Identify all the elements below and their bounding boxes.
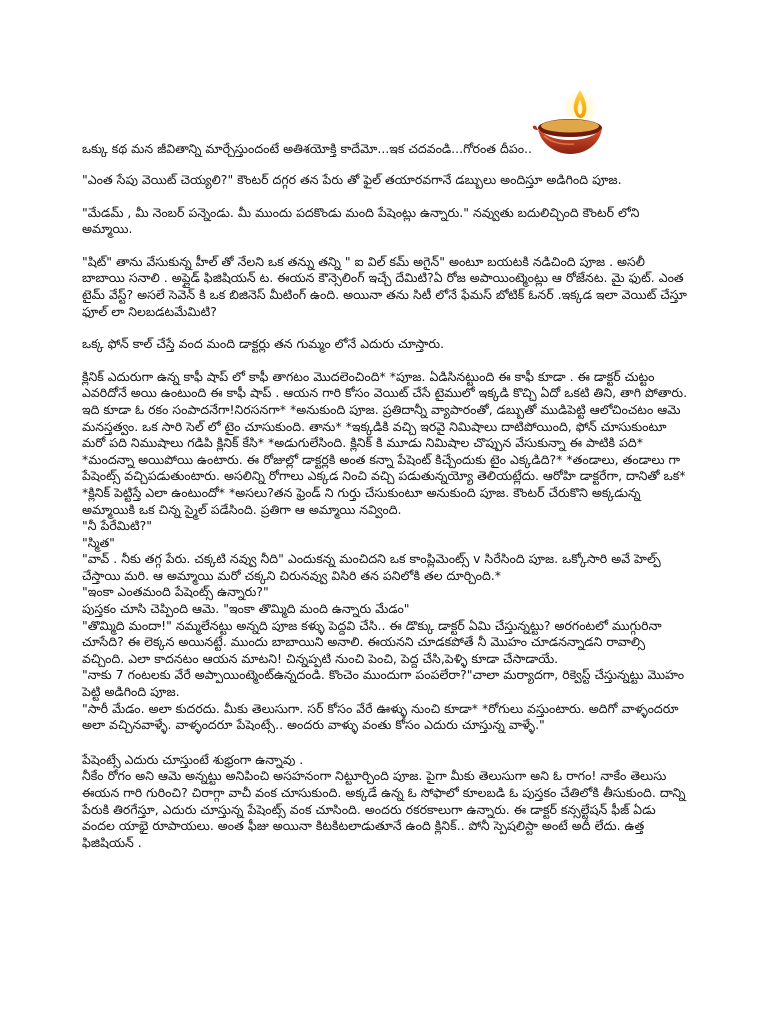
- paragraph-nine-reaction: "తొమ్మిది మందా!" నమ్మలేనట్టు అన్నది పూజ కళ్ళు పెద్దవి చేసి.. ఈ డొక్కు డాక్టర్ ఏమి చేస్తున్నట్టు? అరగంటలో ముగ్గురినా చూసేది? ఈ లెక్కన అయినట్టే. ముందు బాబాయిని అనాలి. ఈయనని చూడకపోతే నీ మొహం చూడనన్నాడని రావాల్సి వచ్చింది. ఎలా కాదనటం ఆయన మాటని! చిన్నప్పటి నుంచి పెంచి, పెద్ద చేసి,పెళ్ళి కూడా చేసాడాయే.: [82, 617, 662, 666]
- dialogue-how-many-patients: "ఇంకా ఎంతమంది పేషెంట్స్ ఉన్నారు?": [82, 584, 269, 600]
- paragraph-pooja-annoyed: "షిట్" తాను వేసుకున్న హీల్ తో నేలని ఒక తన్ను తన్ని " ఐ విల్ కమ్ అగైన్" అంటూ బయటకి నడిచింది పూజ . అసలీ బాబాయి సనాలి . అప్లైడ్ ఫిజిషియన్ ట. ఈయన కౌన్సెలింగ్ ఇచ్చే దేమిటి?ఏ రోజ అపాయింట్మెంట్లు ఆ రోజేనట. మై ఫుట్. ఎంత టైమ్ వేస్ట్? అసలే సెవెన్ కి ఒక బిజినెస్ మీటింగ్ ఉంది. అయినా తను సిటీ లోనే ఫేమస్ బోటిక్ ఓనర్ .ఇక్కడ ఇలా వెయిట్ చేస్తూ ఫూల్ లా నిలబడటమేమిటి?: [82, 253, 687, 319]
- story-body: [82, 172, 690, 851]
- dialogue-compliment: "వావ్ . నీకు తగ్గ పేరు. చక్కటి నవ్వు నీది" ఎందుకన్న మంచిదని ఒక కాంప్లిమెంట్స్ v సిరేసింది పూజ. ఒక్కోసారి అవే హెల్ప్ చేస్తాయి మరి. ఆ అమ్మాయి మరో చక్కని చిరునవ్వు విసిరి తన పనిలోకి తల దూర్చింది.*: [82, 551, 661, 583]
- dialogue-name-question: "నీ పేరేమిటి?": [82, 518, 153, 534]
- story-intro-line: ఒక్కు కథ మన జీవితాన్ని మార్చేస్తుందంటే అతిశయోక్తి కాదేమో...ఇక చదవండి...గోరంత దీపం..: [82, 141, 533, 156]
- document-page: [82, 0, 692, 1024]
- dialogue-name-answer: "స్మిత": [82, 534, 115, 550]
- dialogue-sorry-madam: "సారీ మేడం. అలా కుదరదు. మీకు తెలుసుగా. సర్ కోసం వేరే ఊళ్ళు నుంచి కూడా* *రోగులు వస్తుంటారు. అదిగో వాళ్ళందరూ అలా వచ్చినవాళ్ళే. వాళ్ళందరూ పేషెంట్సే.. అందరు వాళ్ళు వంతు కోసం ఎదురు చూస్తున్న వాళ్ళే.": [82, 700, 679, 733]
- paragraph-patients-waiting: పేషెంట్సే ఎదురు చూస్తుంటే శుభ్రంగా ఉన్నావు .: [82, 751, 304, 767]
- dialogue-appointment-request: "నాకు 7 గంటలకు వేరే అప్పాయింట్మెంట్ఉన్నదండి. కొంచెం ముందుగా పంపలేరా?"చాలా మర్యాదగా, రిక్వెస్ట్ చేస్తున్నట్టు మొహం పెట్టి అడిగింది పూజ.: [82, 667, 685, 700]
- paragraph-coffee-shop: క్లినిక్ ఎదురుగా ఉన్న కాఫీ షాప్ లో కాఫీ తాగటం మొదలెంచింది* *పూజ. ఏడిసినట్టుంది ఈ కాఫీ కూడా . ఈ డాక్టర్ చుట్టం ఎవరిదోనే అయి ఉంటుంది ఈ కాఫీ షాప్ . ఆయన గారి కోసం వెయిట్ చేసే టైములో ఇక్కడి కొచ్చి ఏదో ఒకటి తిని, తాగి పోతారు. ఇది కూడా ఓ రకం సంపాదనేగా!నిరసనగా* *అనుకుంది పూజ. ప్రతిదాన్నీ వ్యాపారంతో, డబ్బుతో ముడిపెట్టి ఆలోచించటం ఆమె మనస్తత్వం. ఒక సారి సెల్ లో టైం చూసుకుంది. తాను* *ఇక్కడికి వచ్చి ఇరవై నిమిషాలు దాటిపోయింది, ఫోన్ చూసుకుంటూ మరో పది నిముషాలు గడిపి క్లినిక్ కేసి* *అడుగులేసింది. క్లినిక్ కి మూడు నిమిషాల చొప్పున వేసుకున్నా ఈ పాటికి పది* *మందన్నా అయిపోయి ఉంటారు. ఈ రోజుల్లో డాక్టర్లకి అంత కన్నా పేషెంట్ కిచ్చేందుకు టైం ఎక్కడిది?* *తండాలు, తండాలు గా పేషెంట్స్ వచ్చిపడుతుంటారు. అసలిన్ని రోగాలు ఎక్కడ నించి వచ్చి పడుతున్నయ్యో తెలియట్లేదు. ఆరోహి డాక్టరేగా, దానితో ఒక* *క్లినిక్ పెట్టిస్తే ఎలా ఉంటుందో* *అసలు?తన ఫ్రెండ్ ని గుర్తు చేసుకుంటూ అనుకుంది పూజ. కౌంటర్ చేరుకొని అక్కడున్న అమ్మాయికి ఒక చిన్న స్మైల్ పడేసింది. ప్రతిగా ఆ అమ్మాయి నవ్వింది.: [82, 368, 688, 517]
- paragraph-wait-question: "ఎంత సేపు వెయిట్ చెయ్యలి?" కౌంటర్ దగ్గర తన పేరు తో ఫైల్ తయారవగానే డబ్బులు అందిస్తూ అడిగింది పూజ.: [82, 172, 622, 187]
- paragraph-counter-reply: "మేడమ్ , మీ నెంబర్ పన్నెండు. మీ ముందు పదకొండు మంది పేషెంట్లు ఉన్నారు." నవ్వుతు బదులిచ్చింది కౌంటర్ లోని అమ్మాయి.: [82, 204, 640, 237]
- paragraph-clinic-fee: నీకేం రోగం అని ఆమె అన్నట్టు అనిపించి అసహనంగా నిట్టూర్చింది పూజ. పైగా మీకు తెలుసుగా అని ఓ రాగం! నాకేం తెలుసు ఈయన గారి గురించి? చిరాగ్గా వాచీ వంక చూసుకుంది. అక్కడే ఉన్న ఓ సోఫాలో కూలబడి ఓ పుస్తకం చేతిలోకి తీసుకుంది. దాన్ని పేరుకి తిరగేస్తూ, ఎదురు చూస్తున్న పేషెంట్స్ వంక చూసింది. అందరు రకరకాలుగా ఉన్నారు. ఈ డాక్టర్ కన్సల్టేషన్ ఫీజ్ ఏడు వందల యాభై రూపాయలు. అంత ఫీజు అయినా కిటకిటలాడుతూనే ఉంది క్లినిక్.. పోనీ స్పెషలిస్టా అంటే అదీ లేదు. ఉత్త ఫిజిషియన్ .: [82, 768, 686, 850]
- dialogue-nine-patients: పుస్తకం చూసి చెప్పింది ఆమె. "ఇంకా తొమ్మిది మంది ఉన్నారు మేడం": [82, 601, 410, 617]
- paragraph-one-phone-call: ఒక్క ఫోన్ కాల్ చేస్తే వంద మంది డాక్టర్లు తన గుమ్మం లోనే ఎదురు చూస్తారు.: [82, 336, 445, 352]
